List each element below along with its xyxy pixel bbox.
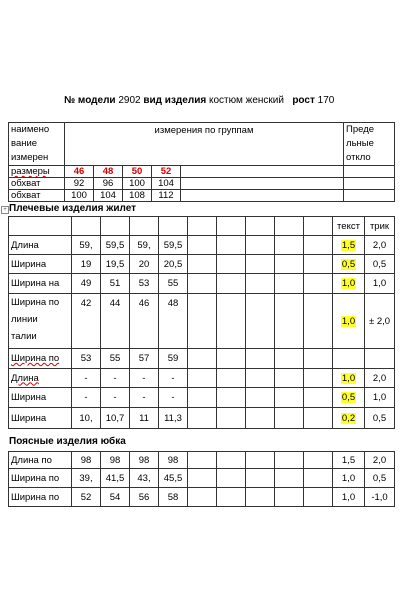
row-label: Ширина: [9, 408, 72, 429]
value-cell: 20: [130, 255, 159, 274]
text-tolerance: 1,0: [341, 372, 356, 384]
row-label-line: линии: [11, 314, 38, 325]
height-label: рост: [292, 95, 315, 106]
value-cell: -: [72, 388, 101, 408]
vest-header-row: [9, 217, 395, 236]
table-row: [9, 166, 395, 178]
empty-cell: [181, 190, 344, 202]
row-label: Длина по: [9, 452, 72, 469]
value-cell: 98: [159, 452, 188, 469]
knit-tolerance: 0,5: [365, 469, 395, 488]
row-label: Ширина: [9, 255, 72, 274]
row-label-line: талии: [11, 331, 37, 342]
row-label: обхват: [9, 178, 65, 190]
table-row: [9, 190, 395, 202]
value-cell: 39,: [72, 469, 101, 488]
size-cell: 46: [65, 166, 94, 178]
table-row: [9, 255, 395, 274]
model-label: № модели: [64, 95, 116, 106]
value-cell: 19,5: [101, 255, 130, 274]
value-cell: 59,5: [101, 236, 130, 255]
text-tolerance: 0,2: [341, 412, 356, 424]
value-cell: 11,3: [159, 408, 188, 429]
value-cell: 100: [123, 178, 152, 190]
text-tolerance: 1,0: [333, 469, 365, 488]
table-row: [9, 349, 395, 369]
size-cell: 50: [123, 166, 152, 178]
table-row: [9, 452, 395, 469]
text-tolerance: 0,5: [341, 392, 356, 403]
empty-cell: [344, 166, 395, 178]
value-cell: -: [159, 388, 188, 408]
model-header: [64, 95, 384, 106]
row-label: [9, 349, 72, 369]
value-cell: 42: [72, 294, 101, 349]
model-value: 2902: [118, 95, 141, 106]
value-cell: 53: [130, 274, 159, 294]
value-cell: 49: [72, 274, 101, 294]
row-label-line: Ширина по: [11, 297, 60, 308]
value-cell: 45,5: [159, 469, 188, 488]
row-label: Ширина: [9, 388, 72, 408]
value-cell: 57: [130, 349, 159, 369]
knit-tolerance: 1,0: [365, 388, 395, 408]
col-text-header: текст: [333, 217, 365, 236]
value-cell: 100: [65, 190, 94, 202]
value-cell: 92: [65, 178, 94, 190]
row-label: Ширина на: [9, 274, 72, 294]
row-label-text: Длина: [11, 372, 39, 384]
empty-cell: [344, 190, 395, 202]
value-cell: 96: [94, 178, 123, 190]
value-cell: 59,: [72, 236, 101, 255]
row-label: [9, 166, 65, 178]
row-label: Длина: [9, 236, 72, 255]
value-cell: 104: [152, 178, 181, 190]
value-cell: 56: [130, 488, 159, 507]
text-tolerance: 1,0: [341, 278, 356, 289]
value-cell: 58: [159, 488, 188, 507]
empty-cell: [181, 166, 344, 178]
value-cell: -: [130, 369, 159, 388]
table-row: [9, 274, 395, 294]
row-label: Ширина по: [9, 469, 72, 488]
value-cell: 48: [159, 294, 188, 349]
value-cell: 98: [101, 452, 130, 469]
table-row: [9, 408, 395, 429]
knit-tolerance: 2,0: [365, 236, 395, 255]
size-cell: 52: [152, 166, 181, 178]
measure-header-text: измерения по группам: [154, 125, 254, 136]
value-cell: 104: [94, 190, 123, 202]
empty-cell: [344, 178, 395, 190]
measure-header: [65, 123, 344, 166]
value-cell: 59: [159, 349, 188, 369]
limit-header-line: льные: [346, 138, 374, 149]
value-cell: -: [101, 388, 130, 408]
value-cell: 19: [72, 255, 101, 274]
value-cell: 20,5: [159, 255, 188, 274]
row-label-text: Ширина по: [11, 353, 60, 364]
value-cell: 11: [130, 408, 159, 429]
item-label: вид изделия: [143, 95, 207, 106]
name-header-line: наимено: [11, 124, 50, 135]
move-handle-icon[interactable]: +: [1, 206, 9, 214]
value-cell: 55: [101, 349, 130, 369]
limit-header: [344, 123, 395, 166]
value-cell: 59,: [130, 236, 159, 255]
knit-tolerance: 2,0: [365, 452, 395, 469]
table-row: [9, 178, 395, 190]
table-row: [9, 236, 395, 255]
knit-tolerance: 0,5: [365, 408, 395, 429]
text-tolerance: 1,0: [333, 488, 365, 507]
value-cell: 108: [123, 190, 152, 202]
height-value: 170: [317, 95, 335, 106]
knit-tolerance: 1,0: [365, 274, 395, 294]
knit-tolerance: [365, 349, 395, 369]
skirt-table: [8, 451, 395, 507]
value-cell: 43,: [130, 469, 159, 488]
value-cell: 112: [152, 190, 181, 202]
table-row: [9, 369, 395, 388]
row-label: Ширина по: [9, 488, 72, 507]
value-cell: 59,5: [159, 236, 188, 255]
col-knit-header: трик: [365, 217, 395, 236]
value-cell: 44: [101, 294, 130, 349]
name-header-line: вание: [11, 138, 38, 149]
skirt-title: Поясные изделия юбка: [9, 436, 126, 447]
knit-tolerance: 2,0: [365, 369, 395, 388]
text-tolerance: 1,5: [333, 452, 365, 469]
knit-tolerance: -1,0: [365, 488, 395, 507]
size-groups-table: [8, 122, 395, 202]
row-label: [9, 294, 72, 349]
value-cell: 10,7: [101, 408, 130, 429]
value-cell: 98: [72, 452, 101, 469]
value-cell: 55: [159, 274, 188, 294]
sizes-label: размеры: [11, 166, 50, 177]
empty-cell: [181, 178, 344, 190]
row-label: [9, 369, 72, 388]
vest-title: Плечевые изделия жилет: [9, 203, 137, 214]
knit-tolerance: ± 2,0: [365, 294, 395, 349]
text-tolerance: [333, 349, 365, 369]
table-row: [9, 488, 395, 507]
row-label: обхват: [9, 190, 65, 202]
value-cell: -: [159, 369, 188, 388]
text-tolerance: 1,5: [341, 239, 356, 251]
table-row: [9, 388, 395, 408]
value-cell: 51: [101, 274, 130, 294]
value-cell: 46: [130, 294, 159, 349]
value-cell: 52: [72, 488, 101, 507]
item-value: костюм женский: [208, 95, 284, 106]
text-tolerance: 0,5: [341, 258, 356, 270]
value-cell: 54: [101, 488, 130, 507]
text-tolerance: 1,0: [341, 315, 356, 327]
knit-tolerance: 0,5: [365, 255, 395, 274]
value-cell: -: [130, 388, 159, 408]
table-row: [9, 469, 395, 488]
limit-header-line: Преде: [346, 124, 375, 135]
name-header-line: измерен: [11, 152, 49, 163]
value-cell: 41,5: [101, 469, 130, 488]
table-row: [9, 294, 395, 349]
vest-table: [8, 216, 395, 429]
limit-header-line: откло: [346, 152, 371, 163]
name-header: [9, 123, 65, 166]
value-cell: 53: [72, 349, 101, 369]
value-cell: -: [72, 369, 101, 388]
value-cell: 10,: [72, 408, 101, 429]
value-cell: -: [101, 369, 130, 388]
size-cell: 48: [94, 166, 123, 178]
value-cell: 98: [130, 452, 159, 469]
